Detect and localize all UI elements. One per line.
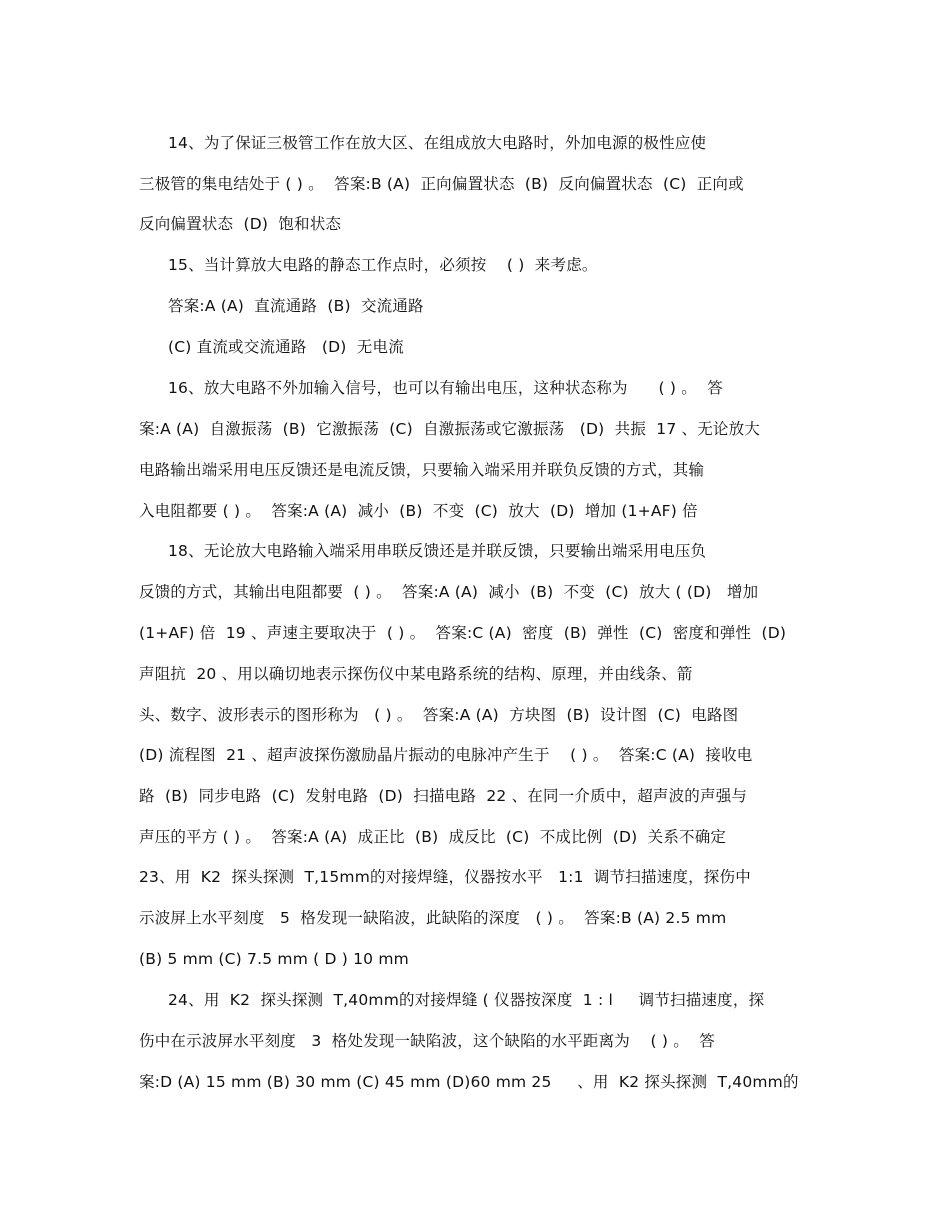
text-line: (B) 5 mm (C) 7.5 mm ( D ) 10 mm bbox=[139, 950, 409, 968]
text-line: (C) 直流或交流通路 (D) 无电流 bbox=[168, 338, 404, 356]
text-line: 反向偏置状态 (D) 饱和状态 bbox=[139, 215, 342, 233]
text-line: 头、数字、波形表示的图形称为 ( ) 。 答案:A (A) 方块图 (B) 设计图 (C) 电路图 bbox=[139, 706, 739, 724]
text-line: 三极管的集电结处于 ( ) 。 答案:B (A) 正向偏置状态 (B) 反向偏置状态 (C) 正向或 bbox=[139, 175, 744, 193]
text-line: 声压的平方 ( ) 。 答案:A (A) 成正比 (B) 成反比 (C) 不成比例 (D) 关系不确定 bbox=[139, 828, 727, 846]
text-line: 答案:A (A) 直流通路 (B) 交流通路 bbox=[168, 297, 424, 315]
text-line: 伤中在示波屏水平刻度 3 格处发现一缺陷波，这个缺陷的水平距离为 ( ) 。 答 bbox=[139, 1032, 715, 1050]
text-line: 24、用 K2 探头探测 T,40mm的对接焊缝 ( 仪器按深度 1 : l 调节扫描速度，探 bbox=[168, 991, 765, 1009]
text-line: 16、放大电路不外加输入信号，也可以有输出电压，这种状态称为 ( ) 。 答 bbox=[168, 379, 723, 397]
text-line: (1+AF) 倍 19 、声速主要取决于 ( ) 。 答案:C (A) 密度 (B) 弹性 (C) 密度和弹性 (D) bbox=[139, 624, 787, 642]
text-line: 15、当计算放大电路的静态工作点时，必须按 ( ) 来考虑。 bbox=[168, 256, 598, 274]
text-line: 路 (B) 同步电路 (C) 发射电路 (D) 扫描电路 22 、在同一介质中，超声波的声强与 bbox=[139, 787, 748, 805]
text-line: 声阻抗 20 、用以确切地表示探伤仪中某电路系统的结构、原理，并由线条、箭 bbox=[139, 665, 693, 683]
text-line: (D) 流程图 21 、超声波探伤激励晶片振动的电脉冲产生于 ( ) 。 答案:C (A) 接收电 bbox=[139, 746, 753, 764]
text-line: 案:A (A) 自激振荡 (B) 它激振荡 (C) 自激振荡或它激振荡 (D) 共振 17 、无论放大 bbox=[139, 420, 761, 438]
text-line: 电路输出端采用电压反馈还是电流反馈，只要输入端采用并联负反馈的方式，其输 bbox=[139, 461, 705, 479]
text-line: 反馈的方式，其输出电阻都要 ( ) 。 答案:A (A) 减小 (B) 不变 (C) 放大 ( (D) 增加 bbox=[139, 583, 759, 601]
text-line: 23、用 K2 探头探测 T,15mm的对接焊缝，仪器按水平 1:1 调节扫描速度，探伤中 bbox=[139, 868, 751, 886]
text-line: 示波屏上水平刻度 5 格发现一缺陷波，此缺陷的深度 ( ) 。 答案:B (A) 2.5 mm bbox=[139, 909, 727, 927]
text-line: 入电阻都要 ( ) 。 答案:A (A) 减小 (B) 不变 (C) 放大 (D) 增加 (1+AF) 倍 bbox=[139, 502, 698, 520]
text-line: 14、为了保证三极管工作在放大区、在组成放大电路时，外加电源的极性应使 bbox=[168, 134, 707, 152]
text-line: 案:D (A) 15 mm (B) 30 mm (C) 45 mm (D)60 mm 25 、用 K2 探头探测 T,40mm的 bbox=[139, 1073, 799, 1091]
text-line: 18、无论放大电路输入端采用串联反馈还是并联反馈，只要输出端采用电压负 bbox=[168, 542, 707, 560]
